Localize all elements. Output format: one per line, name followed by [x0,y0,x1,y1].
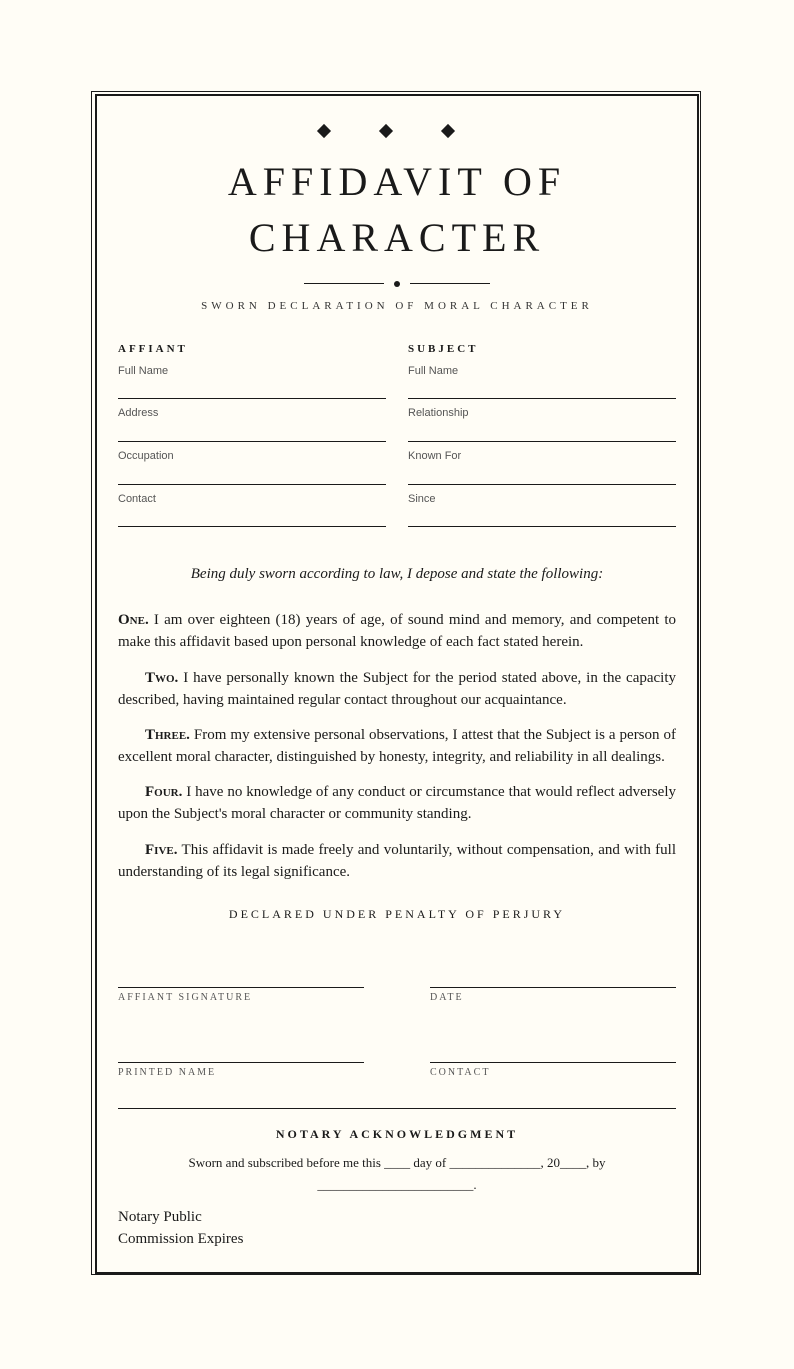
document-subtitle: SWORN DECLARATION OF MORAL CHARACTER [201,300,593,312]
paragraph-number: Three. [145,727,190,743]
field-label: Contact [118,493,156,505]
signature-label: DATE [430,992,464,1003]
paragraph-text: I have no knowledge of any conduct or circumstance that would reflect adversely upon the Subject's moral character or community standing. [118,784,676,822]
notary-public-label: Notary Public [118,1209,202,1225]
diamond-icon [379,124,393,138]
divider-line-left [304,283,384,284]
diamond-icon [441,124,455,138]
title-ornaments [118,126,676,140]
affiant-address-field[interactable] [118,407,386,442]
statement-paragraph-four [118,781,676,825]
date-line[interactable] [430,987,676,1003]
subject-full-name-field[interactable] [408,365,676,399]
affiant-full-name-field[interactable] [118,365,386,399]
commission-expires-label: Commission Expires [118,1231,244,1247]
affiant-heading: AFFIANT [118,343,188,355]
field-label: Full Name [118,365,169,377]
statement-paragraph-two [118,667,676,711]
printed-name-line[interactable] [118,1062,364,1078]
title-line-1: AFFIDAVIT OF [227,159,567,204]
subject-section [408,343,676,505]
signature-label: AFFIANT SIGNATURE [118,992,253,1003]
field-label: Full Name [408,365,459,377]
divider-line-right [410,283,490,284]
paragraph-number: Five. [145,842,178,858]
notary-statement [178,1152,616,1196]
perjury-declaration: DECLARED UNDER PENALTY OF PERJURY [228,907,566,921]
document-title [118,154,676,266]
paragraph-text: I am over eighteen (18) years of age, of sound mind and memory, and competent to make this affidavit based upon personal knowledge of each fact stated herein. [118,612,676,650]
affiant-signature-line[interactable] [118,987,364,1003]
sworn-intro: Being duly sworn according to law, I depose and state the following: [190,566,604,582]
divider-dot [394,281,400,287]
title-divider [118,280,676,288]
statement-paragraph-three [118,724,676,768]
field-label: Since [408,493,436,505]
statement-paragraph-five [118,839,676,883]
affiant-section [118,343,386,505]
field-label: Occupation [118,450,174,462]
contact-line[interactable] [430,1062,676,1078]
notary-heading: NOTARY ACKNOWLEDGMENT [275,1127,519,1141]
field-label: Known For [408,450,462,462]
paragraph-text: This affidavit is made freely and voluntarily, without compensation, and with full understanding of its legal significance. [118,842,676,880]
field-label: Relationship [408,407,469,419]
statement-paragraph-one [118,609,676,653]
affiant-contact-field[interactable] [118,493,386,527]
paragraph-text: From my extensive personal observations, I attest that the Subject is a person of excellent moral character, distinguished by honesty, integrity, and reliability in all dealings. [118,727,677,765]
title-line-2: CHARACTER [248,215,546,260]
notary-divider [118,1108,676,1109]
paragraph-text: I have personally known the Subject for the period stated above, in the capacity described, having maintained regular contact throughout our acquaintance. [118,670,676,708]
paragraph-number: Four. [145,784,183,800]
subject-known-for-field[interactable] [408,450,676,485]
diamond-icon [317,124,331,138]
affiant-occupation-field[interactable] [118,450,386,485]
paragraph-number: Two. [145,670,179,686]
notary-statement-line-1: Sworn and subscribed before me this ____ day of ______________, 20____, by [188,1155,606,1170]
signature-label: PRINTED NAME [118,1067,217,1078]
paragraph-number: One. [118,612,149,628]
subject-heading: SUBJECT [408,343,479,355]
subject-relationship-field[interactable] [408,407,676,442]
field-label: Address [118,407,159,419]
notary-statement-line-2: ________________________. [317,1177,477,1192]
signature-label: CONTACT [430,1067,491,1078]
subject-since-field[interactable] [408,493,676,527]
